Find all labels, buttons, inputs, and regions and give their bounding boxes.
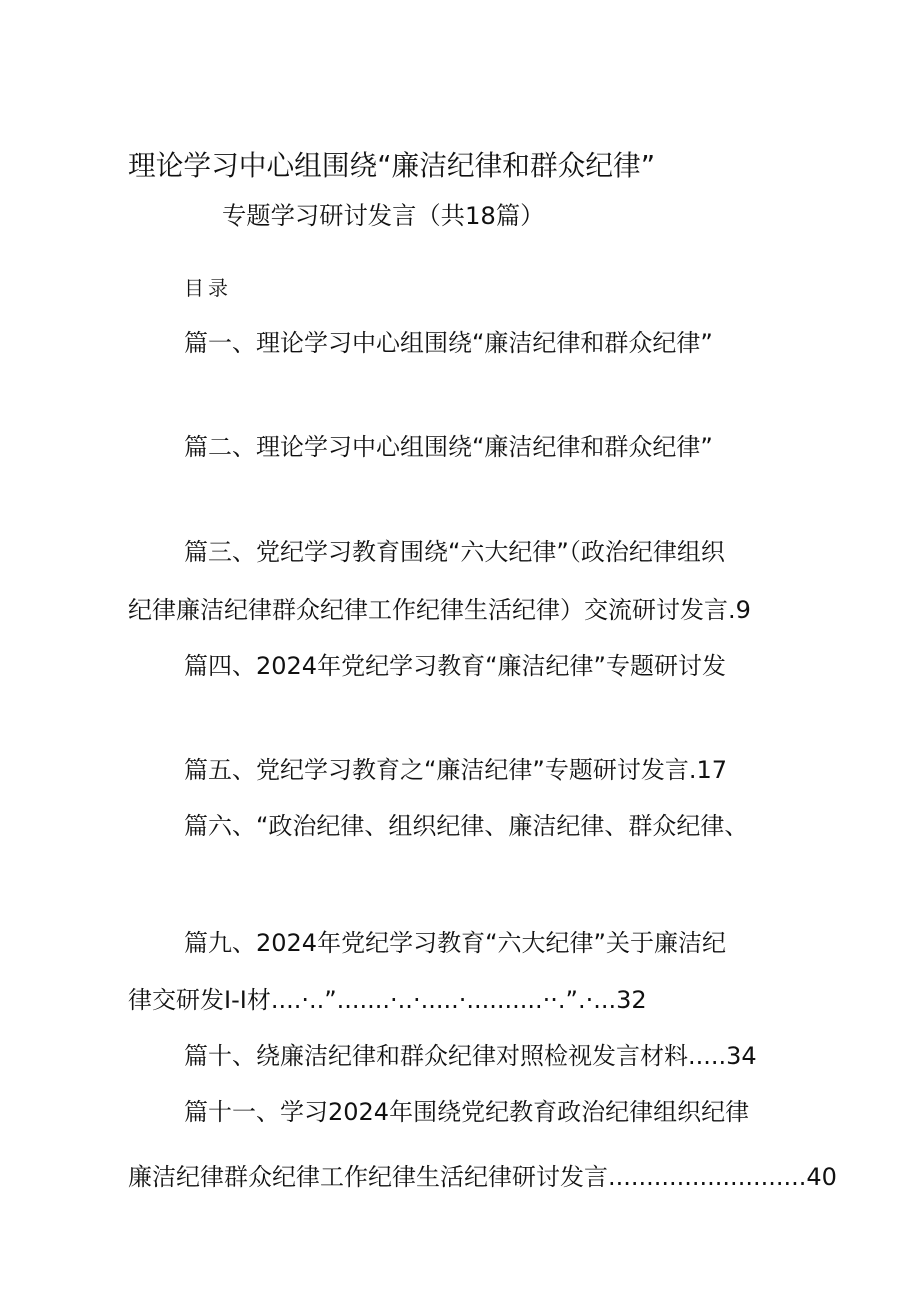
toc-entry-9: 篇九、2024年党纪学习教育“六大纪律”关于廉洁纪 [184, 929, 726, 957]
toc-entry-11: 篇十一、学习2024年围绕党纪教育政治纪律组织纪律 [184, 1098, 750, 1126]
toc-entry-5: 篇五、党纪学习教育之“廉洁纪律”专题研讨发言.17 [184, 756, 728, 784]
toc-heading: 目录 [184, 276, 232, 300]
toc-entry-4: 篇四、2024年党纪学习教育“廉洁纪律”专题研讨发 [184, 652, 726, 680]
toc-entry-11-continued: 廉洁纪律群众纪律工作纪律生活纪律研讨发言..........................40 [128, 1163, 837, 1191]
toc-entry-9-continued: 律交研发I-I材....·..”.......·..·.....·..........··.”.·...32 [128, 986, 647, 1014]
toc-entry-2: 篇二、理论学习中心组围绕“廉洁纪律和群众纪律” [184, 433, 713, 461]
toc-entry-3: 篇三、党纪学习教育围绕“六大纪律”（政治纪律组织 [184, 538, 725, 566]
toc-entry-3-continued: 纪律廉洁纪律群众纪律工作纪律生活纪律）交流研讨发言.9 [128, 596, 751, 624]
toc-entry-1: 篇一、理论学习中心组围绕“廉洁纪律和群众纪律” [184, 329, 713, 357]
toc-entry-6: 篇六、“政治纪律、组织纪律、廉洁纪律、群众纪律、 [184, 812, 749, 840]
toc-entry-10: 篇十、绕廉洁纪律和群众纪律对照检视发言材料.....34 [184, 1042, 757, 1070]
document-title-line-1: 理论学习中心组围绕“廉洁纪律和群众纪律” [128, 149, 656, 182]
document-title-line-2: 专题学习研讨发言（共18篇） [222, 201, 545, 230]
